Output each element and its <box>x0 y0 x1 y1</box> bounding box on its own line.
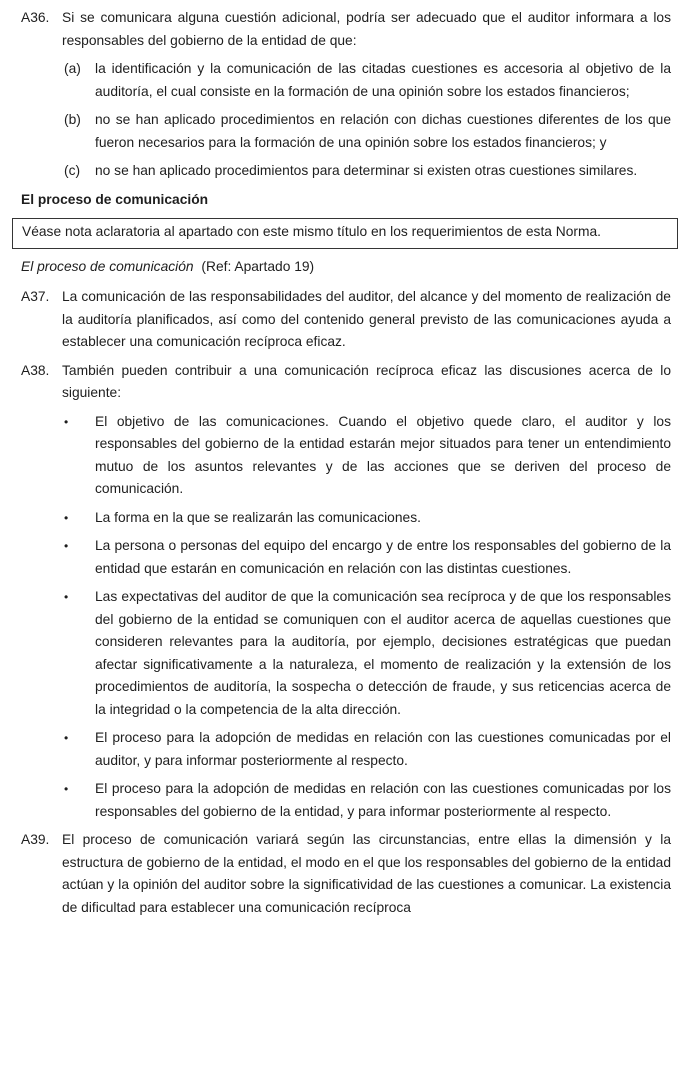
bullet-text: El proceso para la adopción de medidas en relación con las cuestiones comunicadas por el auditor, y para informar posteriormente al respecto. <box>95 730 671 768</box>
list-item-text: no se han aplicado procedimientos para determinar si existen otras cuestiones similares. <box>95 163 638 178</box>
paragraph-text: La comunicación de las responsabilidades del auditor, del alcance y del momento de realización de la auditoría planificados, así como del contenido general previsto de las comunicaciones ayuda a establecer una comunicación recíproca eficaz. <box>62 289 671 349</box>
bullet-item <box>64 586 671 721</box>
paragraph-number: A39. <box>21 832 50 847</box>
bullet-icon: • <box>64 414 69 429</box>
bullet-icon: • <box>64 590 69 604</box>
bullet-text: El proceso para la adopción de medidas en relación con las cuestiones comunicadas por los responsables del gobierno de la entidad, y para informar posteriormente al respecto. <box>95 781 671 819</box>
paragraph-text: También pueden contribuir a una comunicación recíproca eficaz las discusiones acerca de lo siguiente: <box>62 362 671 400</box>
paragraph-a36 <box>21 7 671 52</box>
bullet-item <box>64 507 671 530</box>
bullet-item <box>64 778 671 823</box>
paragraph-number: A37. <box>21 289 50 304</box>
bullet-item <box>64 727 671 772</box>
bullet-text: La persona o personas del equipo del encargo y de entre los responsables del gobierno de la entidad que estarán en comunicación en relación con las distintas cuestiones. <box>95 538 671 576</box>
bullet-icon: • <box>64 782 69 796</box>
list-item-c <box>64 160 671 183</box>
subsection-ref: (Ref: Apartado 19) <box>201 258 315 274</box>
subsection-heading <box>21 256 671 279</box>
list-item-label: (b) <box>64 112 81 127</box>
paragraph-number: A36. <box>21 10 50 25</box>
paragraph-text: Si se comunicara alguna cuestión adicional, podría ser adecuado que el auditor informara a los responsables del gobierno de la entidad de que: <box>62 10 671 48</box>
paragraph-number: A38. <box>21 362 50 378</box>
list-item-label: (c) <box>64 163 81 178</box>
list-item-a <box>64 58 671 103</box>
list-item-text: la identificación y la comunicación de las citadas cuestiones es accesoria al objetivo de la auditoría, el cual consiste en la formación de una opinión sobre los estados financieros; <box>95 61 671 99</box>
paragraph-a39 <box>21 829 671 919</box>
bullet-item <box>64 411 671 501</box>
paragraph-a37 <box>21 286 671 354</box>
bullet-text: La forma en la que se realizarán las comunicaciones. <box>95 509 421 525</box>
bullet-item <box>64 535 671 580</box>
list-item-text: no se han aplicado procedimientos en relación con dichas cuestiones diferentes de los que fueron necesarios para la formación de una opinión sobre los estados financieros; y <box>95 112 671 150</box>
section-heading: El proceso de comunicación <box>21 191 209 207</box>
bullet-text: Las expectativas del auditor de que la comunicación sea recíproca y de que los responsables del gobierno de la entidad se comuniquen con el auditor acerca de aquellas cuestiones que consideren relevantes para la auditoría, por ejemplo, decisiones estratégicas que puedan afectar significativamente a la naturaleza, el momento de realización y la extensión de los procedimientos de auditoría, la sospecha o detección de fraude, y sus reticencias acerca de la integridad o la competencia de la alta dirección. <box>95 589 671 717</box>
bullet-icon: • <box>64 539 69 553</box>
paragraph-text: El proceso de comunicación variará según las circunstancias, entre ellas la dimensión y la estructura de gobierno de la entidad, el modo en el que los responsables del gobierno de la entidad actúan y la opinión del auditor sobre la significatividad de las cuestiones a comunicar. La existencia de dificultad para establecer una comunicación recíproca <box>62 832 671 915</box>
bullet-text: El objetivo de las comunicaciones. Cuando el objetivo quede claro, el auditor y los responsables del gobierno de la entidad estarán mejor situados para tener un entendimiento mutuo de los asuntos relevantes y de las acciones que se deriven del proceso de comunicación. <box>95 413 671 496</box>
subsection-title: El proceso de comunicación <box>21 258 194 274</box>
note-box: Véase nota aclaratoria al apartado con este mismo título en los requerimientos de esta Norma. <box>12 218 678 249</box>
list-item-b <box>64 109 671 154</box>
bullet-icon: • <box>64 731 69 745</box>
list-item-label: (a) <box>64 61 81 76</box>
paragraph-a38 <box>21 360 671 405</box>
bullet-icon: • <box>64 510 69 525</box>
